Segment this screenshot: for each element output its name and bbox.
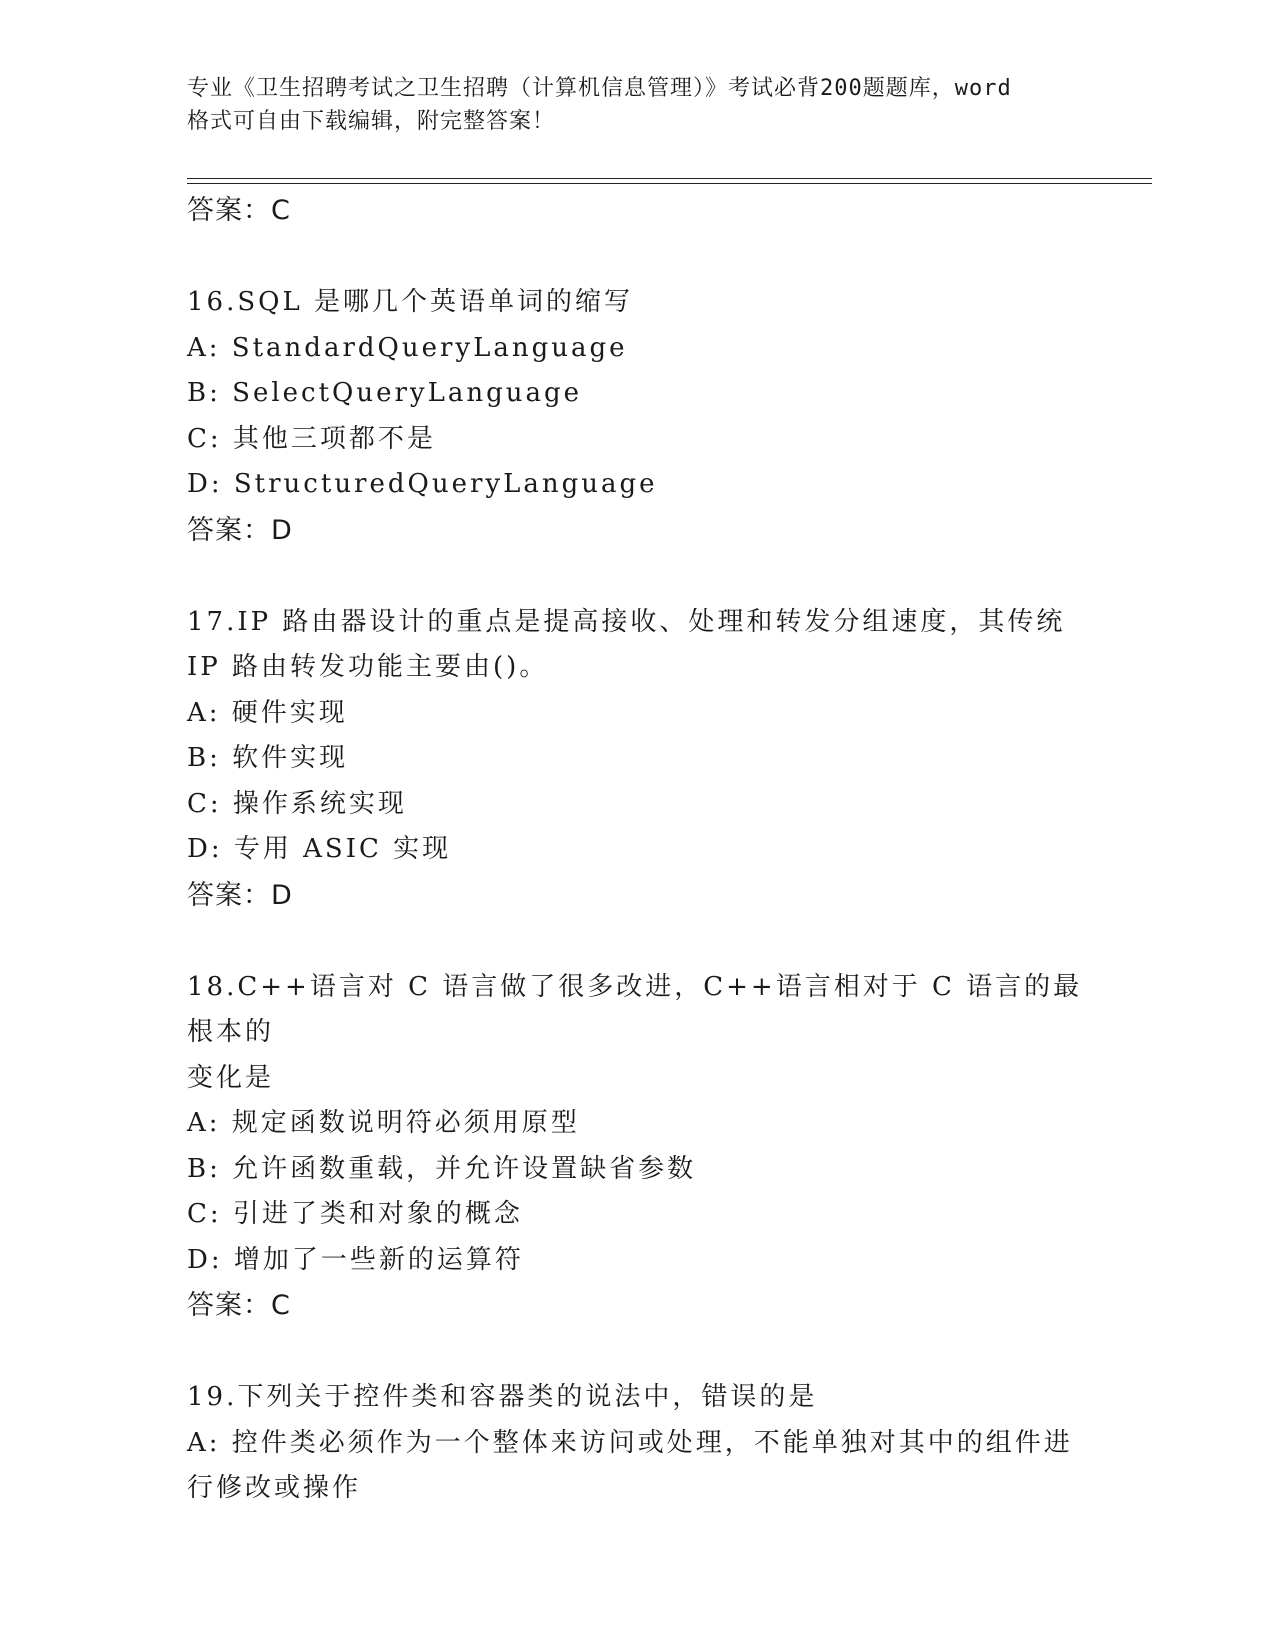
question-text-continued: 变化是 bbox=[187, 1062, 275, 1093]
question-16 bbox=[187, 280, 1087, 554]
header-divider-bottom bbox=[187, 183, 1152, 184]
header-divider-top bbox=[187, 178, 1152, 179]
option-c: C: 引进了类和对象的概念 bbox=[187, 1199, 523, 1229]
spacer bbox=[187, 554, 1087, 600]
option-d: D: 专用 ASIC 实现 bbox=[187, 834, 452, 864]
question-text-continued: IP 路由转发功能主要由()。 bbox=[187, 652, 549, 682]
question-text: 18.C++语言对 C 语言做了很多改进，C++语言相对于 C 语言的最根本的 bbox=[187, 971, 1083, 1047]
question-17 bbox=[187, 600, 1087, 919]
spacer bbox=[187, 1329, 1087, 1375]
option-a-continued: 行修改或操作 bbox=[187, 1473, 362, 1503]
question-text: 19.下列关于控件类和容器类的说法中，错误的是 bbox=[187, 1382, 818, 1412]
option-d: D: StructuredQueryLanguage bbox=[187, 469, 658, 499]
option-a: A: 规定函数说明符必须用原型 bbox=[187, 1108, 580, 1138]
document-header bbox=[187, 72, 1087, 138]
option-b: B: SelectQueryLanguage bbox=[187, 378, 583, 408]
question-text: 16.SQL 是哪几个英语单词的缩写 bbox=[187, 287, 634, 317]
option-c: C: 其他三项都不是 bbox=[187, 423, 436, 454]
spacer bbox=[187, 234, 1087, 280]
header-line-1: 专业《卫生招聘考试之卫生招聘（计算机信息管理）》考试必背200题题库，word bbox=[187, 76, 1012, 101]
question-18 bbox=[187, 965, 1087, 1330]
option-c: C: 操作系统实现 bbox=[187, 788, 407, 819]
question-19 bbox=[187, 1375, 1087, 1512]
header-line-2: 格式可自由下载编辑，附完整答案！ bbox=[187, 109, 556, 134]
answer: 答案：D bbox=[187, 514, 293, 546]
answer: 答案：D bbox=[187, 879, 293, 911]
option-a: A: StandardQueryLanguage bbox=[187, 332, 628, 363]
option-b: B: 软件实现 bbox=[187, 743, 349, 773]
answer: 答案：C bbox=[187, 1290, 291, 1321]
spacer bbox=[187, 919, 1087, 965]
option-a: A: 硬件实现 bbox=[187, 697, 348, 728]
option-d: D: 增加了一些新的运算符 bbox=[187, 1244, 524, 1275]
option-b: B: 允许函数重载，并允许设置缺省参数 bbox=[187, 1153, 697, 1184]
option-a: A: 控件类必须作为一个整体来访问或处理，不能单独对其中的组件进 bbox=[187, 1427, 1073, 1458]
question-text: 17.IP 路由器设计的重点是提高接收、处理和转发分组速度，其传统 bbox=[187, 606, 1066, 637]
previous-answer: 答案：C bbox=[187, 195, 291, 226]
question-list bbox=[187, 188, 1087, 1512]
